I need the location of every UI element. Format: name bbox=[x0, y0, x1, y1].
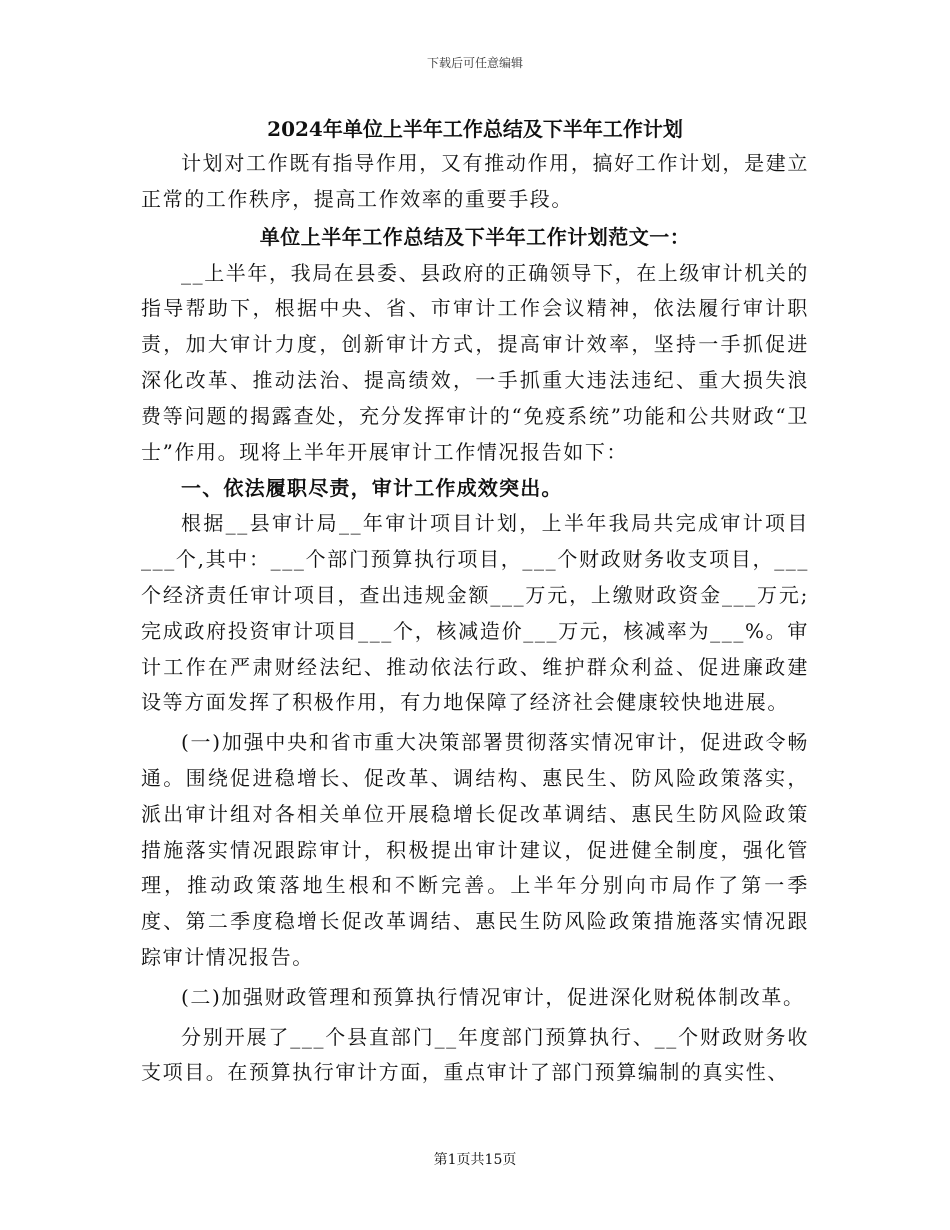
paragraph-policy-audit: (一)加强中央和省市重大决策部署贯彻落实情况审计，促进政令畅通。围绕促进稳增长、促改革、调结构、惠民生、防风险政策落实，派出审计组对各相关单位开展稳增长促改革调结、惠民生防风险政策措施落实情况跟踪审计，积极提出审计建议，促进健全制度，强化管理，推动政策落地生根和不断完善。上半年分别向市局作了第一季度、第二季度稳增长促改革调结、惠民生防风险政策措施落实情况跟踪审计情况报告。 bbox=[141, 730, 809, 969]
intro-paragraph: 计划对工作既有指导作用，又有推动作用，搞好工作计划，是建立正常的工作秩序，提高工作效率的重要手段。 bbox=[141, 151, 809, 211]
document-title: 2024年单位上半年工作总结及下半年工作计划 bbox=[267, 117, 683, 141]
header-note: 下载后可任意编辑 bbox=[426, 56, 523, 70]
paragraph-budget-audit-heading: (二)加强财政管理和预算执行情况审计，促进深化财税体制改革。 bbox=[181, 984, 805, 1009]
page-number: 第1页共15页 bbox=[433, 1152, 517, 1168]
document-body bbox=[141, 112, 809, 1091]
section-title: 单位上半年工作总结及下半年工作计划范文一： bbox=[259, 224, 691, 249]
paragraph-budget-audit: 分别开展了___个县直部门__年度部门预算执行、__个财政财务收支项目。在预算执行审计方面，重点审计了部门预算编制的真实性、 bbox=[141, 1024, 809, 1085]
paragraph-audit-results: 根据__县审计局__年审计项目计划，上半年我局共完成审计项目___个,其中：___个部门预算执行项目，___个财政财务收支项目，___个经济责任审计项目，查出违规金额___万元，上缴财政资金___万元;完成政府投资审计项目___个，核减造价___万元，核减率为___%。审计工作在严肃财经法纪、推动依法行政、维护群众利益、促进廉政建设等方面发挥了积极作用，有力地保障了经济社会健康较快地进展。 bbox=[141, 511, 809, 715]
paragraph-overview: __上半年，我局在县委、县政府的正确领导下，在上级审计机关的指导帮助下，根据中央、省、市审计工作会议精神，依法履行审计职责，加大审计力度，创新审计方式，提高审计效率，坚持一手抓促进深化改革、推动法治、提高绩效，一手抓重大违法违纪、重大损失浪费等问题的揭露查处，充分发挥审计的“免疫系统”功能和公共财政“卫士”作用。现将上半年开展审计工作情况报告如下： bbox=[141, 260, 809, 464]
heading-part-one: 一、依法履职尽责，审计工作成效突出。 bbox=[181, 476, 563, 501]
